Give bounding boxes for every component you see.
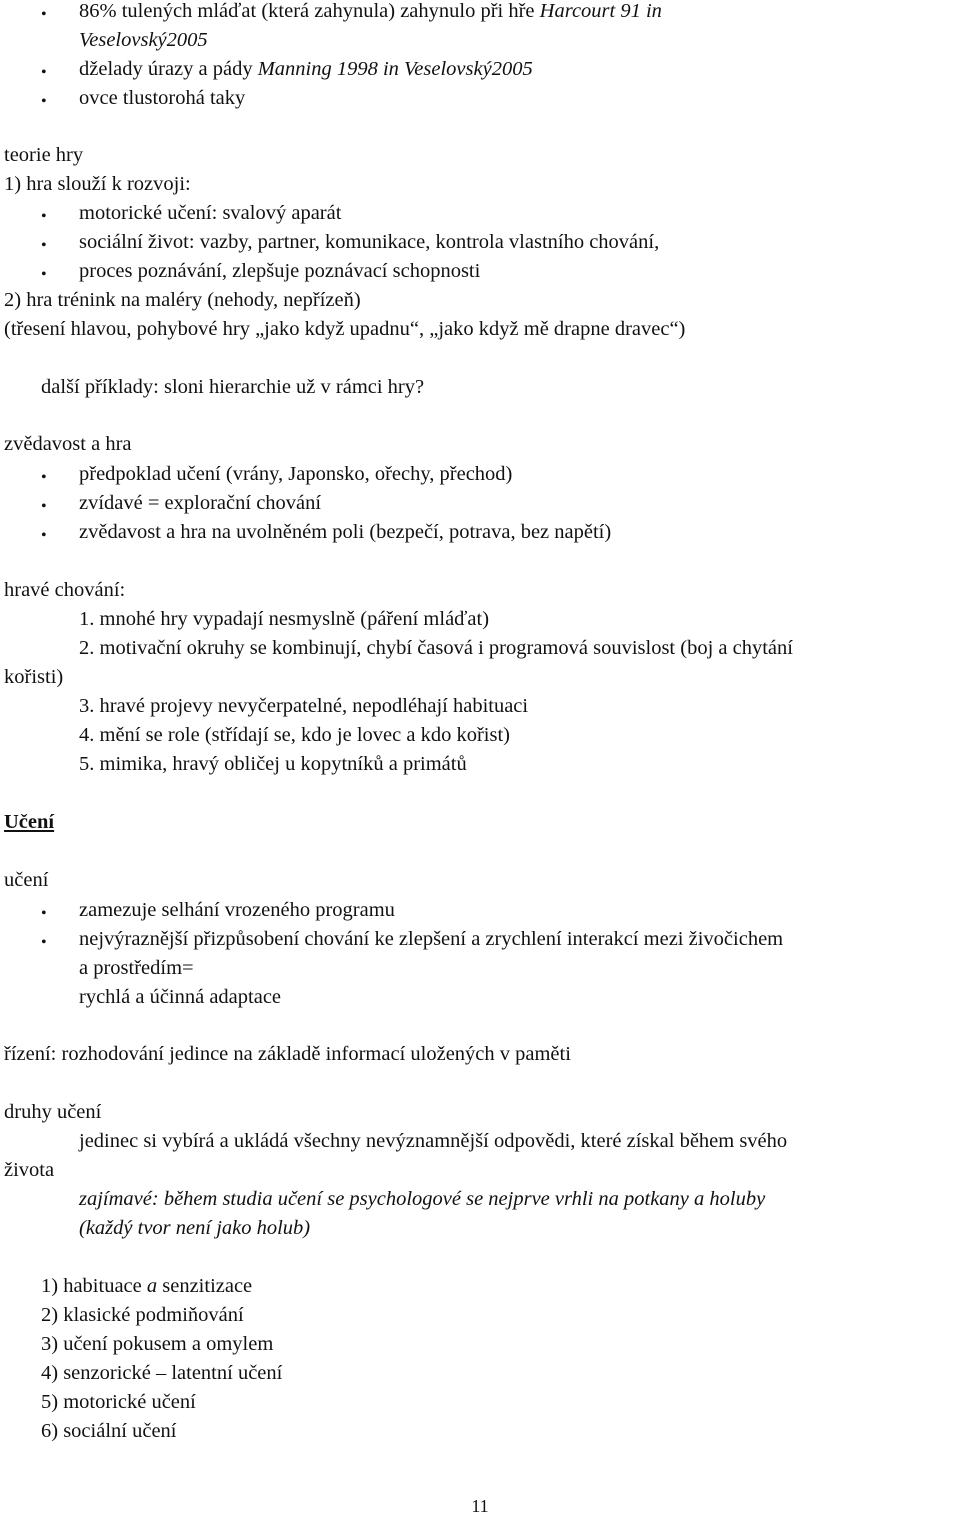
list-item: 86% tulených mláďat (která zahynula) zahynulo při hře Harcourt 91 in	[79, 0, 662, 22]
list-item: 5) motorické učení	[41, 1391, 196, 1413]
list-item: 2) klasické podmiňování	[41, 1304, 244, 1326]
list-item: 2. motivační okruhy se kombinují, chybí časová i programová souvislost (boj a chytání	[79, 637, 793, 659]
list-item: zamezuje selhání vrozeného programu	[79, 899, 395, 921]
point: 2) hra trénink na maléry (nehody, nepřízeň)	[4, 289, 361, 311]
section-title: druhy učení	[4, 1101, 102, 1123]
list-item: sociální život: vazby, partner, komunikace, kontrola vlastního chování,	[79, 231, 660, 253]
bullet-icon: •	[41, 934, 47, 951]
definition-text: řízení: rozhodování jedince na základě informací uložených v paměti	[4, 1043, 571, 1065]
list-item: proces poznávání, zlepšuje poznávací schopnosti	[79, 260, 481, 282]
bullet-icon: •	[41, 527, 47, 544]
section-title: zvědavost a hra	[4, 433, 132, 455]
paragraph-continuation: života	[4, 1159, 55, 1181]
bullet-icon: •	[41, 905, 47, 922]
paragraph: jedinec si vybírá a ukládá všechny nevýznamnější odpovědi, které získal během svého	[79, 1130, 788, 1152]
bullet-icon: •	[41, 237, 47, 254]
section-title: teorie hry	[4, 144, 84, 166]
note: (každý tvor není jako holub)	[79, 1217, 311, 1239]
list-item: 4) senzorické – latentní učení	[41, 1362, 283, 1384]
list-item: 3) učení pokusem a omylem	[41, 1333, 274, 1355]
bullet-icon: •	[41, 469, 47, 486]
note: zajímavé: během studia učení se psychologové se nejprve vrhli na potkany a holuby	[79, 1188, 766, 1210]
list-item: nejvýraznější přizpůsobení chování ke zlepšení a zrychlení interakcí mezi živočichem	[79, 928, 784, 950]
list-item: 5. mimika, hravý obličej u kopytníků a primátů	[79, 753, 467, 775]
list-item-continuation: a prostředím=	[79, 957, 194, 979]
bullet-icon: •	[41, 266, 47, 283]
list-item: motorické učení: svalový aparát	[79, 202, 342, 224]
list-item: 4. mění se role (střídají se, kdo je lovec a kdo kořist)	[79, 724, 510, 746]
section-title: učení	[4, 869, 49, 891]
page-number: 11	[471, 1496, 489, 1516]
bullet-icon: •	[41, 498, 47, 515]
list-item: předpoklad učení (vrány, Japonsko, ořechy, přechod)	[79, 463, 513, 485]
list-item: ovce tlustorohá taky	[79, 87, 246, 109]
list-item: 3. hravé projevy nevyčerpatelné, nepodléhají habituaci	[79, 695, 529, 717]
section-title: hravé chování:	[4, 579, 126, 601]
list-item: zvídavé = explorační chování	[79, 492, 322, 514]
bullet-icon: •	[41, 93, 47, 110]
section-heading: Učení	[4, 811, 55, 833]
examples-text: další příklady: sloni hierarchie už v rámci hry?	[41, 376, 425, 398]
point-detail: (třesení hlavou, pohybové hry „jako když upadnu“, „jako když mě drapne dravec“)	[4, 318, 686, 340]
point: 1) hra slouží k rozvoji:	[4, 173, 191, 195]
list-item-continuation: kořisti)	[4, 666, 64, 688]
list-item: 6) sociální učení	[41, 1420, 177, 1442]
bullet-icon: •	[41, 6, 47, 23]
list-item: zvědavost a hra na uvolněném poli (bezpečí, potrava, bez napětí)	[79, 521, 612, 543]
citation: Veselovský2005	[79, 29, 208, 51]
list-item: 1) habituace a senzitizace	[41, 1275, 253, 1297]
bullet-icon: •	[41, 64, 47, 81]
list-item-continuation: rychlá a účinná adaptace	[79, 986, 282, 1008]
list-item: dželady úrazy a pády Manning 1998 in Veselovský2005	[79, 58, 533, 80]
list-item: 1. mnohé hry vypadají nesmyslně (páření mláďat)	[79, 608, 490, 630]
bullet-icon: •	[41, 208, 47, 225]
